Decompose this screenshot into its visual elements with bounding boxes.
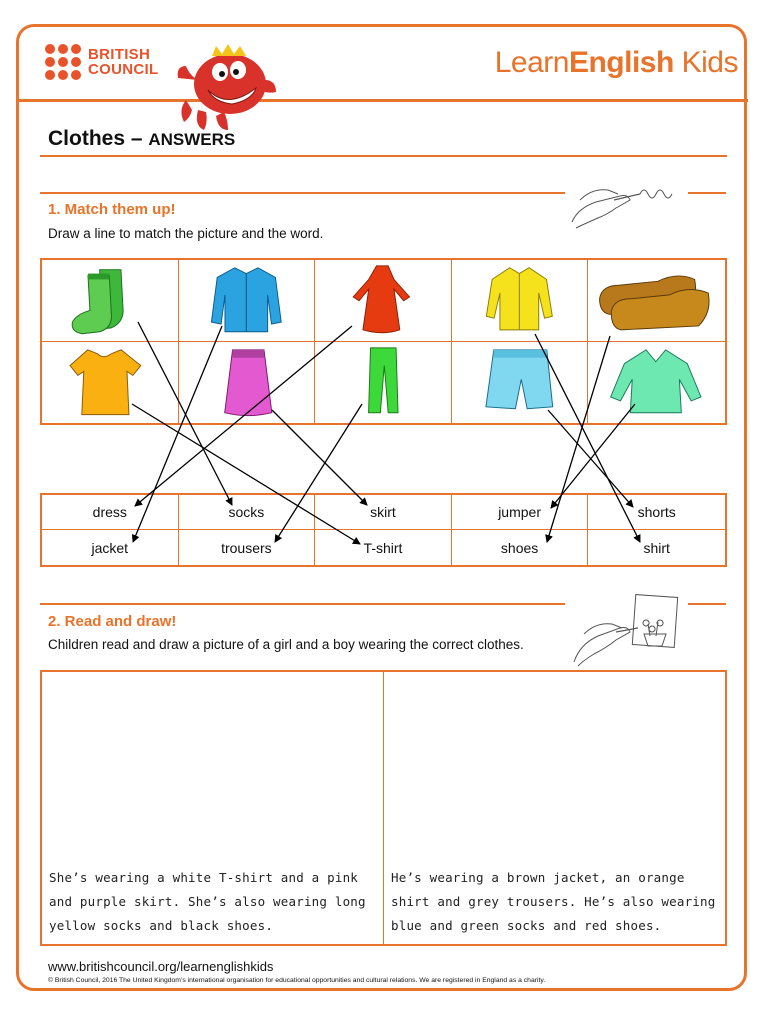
t-shirt-icon: [42, 342, 178, 424]
shirt-icon: [452, 260, 588, 341]
section1-title: 1. Match them up!: [48, 201, 176, 218]
bc-logo-line2: COUNCIL: [88, 61, 159, 78]
word-cell: socks: [179, 495, 316, 530]
monster-mascot-icon: [176, 40, 280, 132]
shoes-icon: [588, 260, 725, 341]
picture-jacket: [179, 260, 316, 342]
header-divider: [19, 99, 748, 102]
picture-socks: [42, 260, 179, 342]
picture-trousers: [315, 342, 452, 424]
title-rule: [40, 155, 727, 157]
section2-rule-right: [688, 603, 726, 605]
word-cell: skirt: [315, 495, 452, 530]
word-cell: T-shirt: [315, 530, 452, 565]
footer-url[interactable]: www.britishcouncil.org/learnenglishkids: [48, 959, 274, 974]
girl-drawing-panel[interactable]: [42, 672, 384, 944]
footer-copyright: © British Council, 2016 The United Kingdom’s international organisation for educational opportunities and cultural relations. We are registered in England as a charity.: [48, 977, 546, 984]
picture-shoes: [588, 260, 725, 342]
trousers-icon: [315, 342, 451, 424]
british-council-logo: [45, 44, 158, 80]
word-grid: [40, 493, 727, 567]
boy-drawing-panel[interactable]: [384, 672, 725, 944]
word-cell: shirt: [643, 539, 670, 556]
picture-t-shirt: [42, 342, 179, 424]
word-cell: jumper: [452, 495, 589, 530]
picture-skirt: [179, 342, 316, 424]
picture-shirt: [452, 260, 589, 342]
dress-icon: [315, 260, 451, 341]
bc-logo-line1: BRITISH: [88, 46, 151, 63]
hand-writing-icon: [568, 178, 684, 230]
section1-rule-left: [40, 192, 565, 194]
drawing-area: [40, 670, 727, 946]
section2-rule-left: [40, 603, 565, 605]
section1-rule-right: [688, 192, 726, 194]
picture-grid: [40, 258, 727, 425]
picture-jumper: [588, 342, 725, 424]
word-cell: shoes: [452, 530, 589, 565]
shorts-icon: [452, 342, 588, 424]
section1-instruction: Draw a line to match the picture and the word.: [48, 226, 324, 241]
word-cell: shorts: [588, 495, 725, 530]
page-title-main: Clothes –: [48, 127, 149, 150]
jacket-icon: [179, 260, 315, 341]
section2-title: 2. Read and draw!: [48, 613, 177, 630]
skirt-icon: [179, 342, 315, 424]
word-cell: jacket: [42, 530, 179, 565]
page-title-sub: ANSWERS: [148, 130, 236, 149]
jumper-icon: [588, 342, 725, 424]
page-title: [48, 127, 235, 151]
learnenglish-kids-logo: [495, 46, 738, 80]
picture-dress: [315, 260, 452, 342]
british-council-dots-icon: [45, 44, 81, 80]
word-cell: dress: [42, 495, 179, 530]
word-cell: trousers: [179, 530, 316, 565]
hand-drawing-icon: [570, 592, 680, 668]
lek-logo-kids: Kids: [673, 46, 738, 79]
lek-logo-learn: Learn: [494, 46, 569, 79]
boy-description: He’s wearing a brown jacket, an orange shirt and grey trousers. He’s also wearing blue and green socks and red shoes.: [391, 870, 716, 933]
picture-shorts: [452, 342, 589, 424]
socks-icon: [42, 260, 178, 341]
girl-description: She’s wearing a white T-shirt and a pink and purple skirt. She’s also wearing long yellow socks and black shoes.: [49, 870, 366, 933]
section2-instruction: Children read and draw a picture of a girl and a boy wearing the correct clothes.: [48, 637, 524, 652]
lek-logo-english: English: [568, 46, 674, 79]
